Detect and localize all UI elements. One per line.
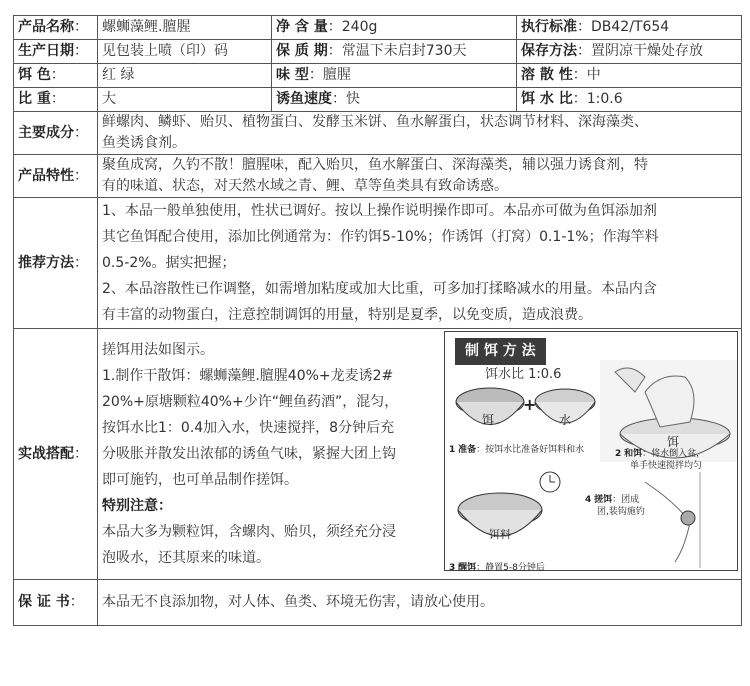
features-line: 有的味道、状态，对天然水域之青、鲤、草等鱼类具有致命诱惑。 [102, 178, 508, 194]
practice-note-line: 本品大多为颗粒饵，含螺肉、贻贝，须经充分浸 [102, 524, 396, 540]
spec-value: 红 绿 [98, 64, 272, 88]
method-line: 有丰富的动物蛋白，注意控制调饵的用量，特别是夏季，以免变质，造成浪费。 [102, 307, 592, 323]
spec-label: 保存方法 [521, 43, 577, 59]
spec-label: 诱鱼速度 [276, 91, 332, 107]
method-line: 其它鱼饵配合使用，添加比例通常为：作钓饵5-10%；作诱饵（打窝）0.1-1%；作海竿料 [102, 229, 659, 245]
spec-value: 240g [341, 19, 378, 35]
practice-line: 即可施钓，也可单品制作搓饵。 [102, 472, 298, 488]
spec-label: 生产日期 [18, 43, 74, 59]
practice-line: 20%+原塘颗粒40%+少许“鲤鱼药酒”，混匀， [102, 394, 399, 410]
spec-value: DB42/T654 [591, 19, 670, 35]
spec-row: 饵 色： 红 绿 味 型：膻腥 溶 散 性：中 [14, 64, 742, 88]
spec-label: 执行标准 [521, 19, 577, 35]
spec-label: 比 重 [18, 91, 51, 107]
spec-row: 产品名称： 螺蛳藻鲤.膻腥 净 含 量：240g 执行标准：DB42/T654 [14, 16, 742, 40]
practice-text [98, 329, 442, 579]
spec-label: 产品名称 [18, 19, 74, 35]
bait-method-diagram [444, 331, 738, 571]
diagram-ratio: 饵水比 1:0.6 [485, 367, 562, 382]
step4-caption: 4 搓饵：团成 [585, 495, 640, 505]
bowl-bait-label: 饵 [482, 413, 495, 427]
practice-note-title: 特别注意： [102, 498, 172, 514]
guarantee-row: 保 证 书： 本品无不良添加物，对人体、鱼类、环境无伤害，请放心使用。 [14, 580, 742, 626]
practice-line: 按饵水比1：0.4加入水，快速搅拌，8分钟后充 [102, 420, 395, 436]
bowl-bait2-label: 饵 [667, 435, 680, 449]
spec-label: 保 质 期 [276, 43, 328, 59]
method-label: 推荐方法 [18, 254, 74, 271]
bowl-mix-label: 饵料 [489, 528, 511, 541]
spec-row: 生产日期： 见包装上喷（印）码 保 质 期：常温下未启封730天 保存方法：置阴凉干燥处存放 [14, 40, 742, 64]
features-label: 产品特性 [18, 167, 74, 184]
spec-value: 1:0.6 [586, 91, 623, 107]
spec-value: 中 [586, 67, 601, 83]
ingredients-label: 主要成分 [18, 124, 74, 141]
method-line: 2、本品溶散性已作调整，如需增加粘度或加大比重，可多加打揉略减水的用量。本品内含 [102, 281, 657, 297]
spec-label: 饵 色 [18, 67, 51, 83]
ingredients-line: 鲜螺肉、鳞虾、贻贝、植物蛋白、发酵玉米饼、鱼水解蛋白，状态调节材料、深海藻类、 [102, 114, 648, 130]
spec-value: 快 [346, 91, 360, 107]
spec-label: 味 型 [276, 67, 309, 83]
spec-value: 常温下未启封730天 [341, 43, 467, 59]
plus-sign: + [523, 395, 537, 414]
spec-label: 饵 水 比 [521, 91, 573, 107]
method-line: 0.5-2%。据实把握； [102, 255, 236, 271]
method-line: 1、本品一般单独使用，性状已调好。按以上操作说明操作即可。本品亦可做为鱼饵添加剂 [102, 203, 657, 219]
step3-caption: 3 醒饵：静置5-8分钟后 [449, 563, 545, 573]
practice-label: 实战搭配 [18, 445, 74, 462]
diagram-title: 制 饵 方 法 [455, 338, 546, 365]
spec-value: 见包装上喷（印）码 [98, 40, 272, 64]
step2-caption-line2: 单手快速搅拌均匀 [630, 461, 703, 471]
product-spec-table [13, 15, 742, 626]
step1-caption: 1 准备：按饵水比准备好饵料和水 [449, 445, 585, 455]
practice-row: 实战搭配： 搓饵用法如图示。 1.制作干散饵：螺蛳藻鲤.膻腥40%+龙麦诱2# 20%+原塘颗粒40%+少许“鲤鱼药酒”，混匀， 按饵水比1：0.4加入水，快速搅拌，8分钟后充 分吸胀并散发出浓郁的诱鱼气味，紧握大团上钩 即可施钓，也可单品制作搓饵。 特别注意： 本品大多为颗粒饵，含螺肉、贻贝，须经充分浸 泡吸水，还其原来的味道。 制 饵 方 法 饵水比 1:0.6 饵 水 + 饵 饵料 1 准备：按饵水比准备好饵料和水 2 和饵：将水倒入盆， 单手快速搅拌均匀 3 醒饵：静置5-8分钟后 4 搓饵：团成 团,装钩施钓 [14, 329, 742, 580]
practice-line: 1.制作干散饵：螺蛳藻鲤.膻腥40%+龙麦诱2# [102, 368, 394, 384]
ingredients-line: 鱼类诱食剂。 [102, 135, 186, 151]
practice-line: 分吸胀并散发出浓郁的诱鱼气味，紧握大团上钩 [102, 446, 396, 462]
spec-value: 大 [98, 88, 272, 112]
step2-caption: 2 和饵：将水倒入盆， [615, 449, 706, 459]
practice-note-line: 泡吸水，还其原来的味道。 [102, 550, 270, 566]
ingredients-row: 主要成分： 鲜螺肉、鳞虾、贻贝、植物蛋白、发酵玉米饼、鱼水解蛋白，状态调节材料、深海藻类、 鱼类诱食剂。 [14, 112, 742, 155]
spec-row: 比 重： 大 诱鱼速度：快 饵 水 比：1:0.6 [14, 88, 742, 112]
bowl-water-label: 水 [559, 413, 572, 427]
spec-label: 溶 散 性 [521, 67, 573, 83]
spec-label: 净 含 量 [276, 19, 328, 35]
step4-caption-line2: 团,装钩施钓 [597, 507, 645, 517]
features-line: 聚鱼成窝，久钓不散！膻腥味，配入贻贝，鱼水解蛋白、深海藻类，辅以强力诱食剂，特 [102, 157, 648, 173]
guarantee-label: 保 证 书 [18, 594, 70, 610]
practice-line: 搓饵用法如图示。 [102, 342, 214, 358]
spec-value: 膻腥 [322, 67, 351, 83]
guarantee-text: 本品无不良添加物，对人体、鱼类、环境无伤害，请放心使用。 [98, 580, 742, 626]
method-row: 推荐方法： 1、本品一般单独使用，性状已调好。按以上操作说明操作即可。本品亦可做为鱼饵添加剂 其它鱼饵配合使用，添加比例通常为：作钓饵5-10%；作诱饵（打窝）0.1-1%；作海竿料 0.5-2%。据实把握； 2、本品溶散性已作调整，如需增加粘度或加大比重，可多加打揉略减水的用量。本品内含 有丰富的动物蛋白，注意控制调饵的用量，特别是夏季，以免变质，造成浪费。 [14, 198, 742, 329]
spec-value: 螺蛳藻鲤.膻腥 [98, 16, 272, 40]
features-row: 产品特性： 聚鱼成窝，久钓不散！膻腥味，配入贻贝，鱼水解蛋白、深海藻类，辅以强力诱食剂，特 有的味道、状态，对天然水域之青、鲤、草等鱼类具有致命诱惑。 [14, 155, 742, 198]
spec-value: 置阴凉干燥处存放 [591, 43, 703, 59]
